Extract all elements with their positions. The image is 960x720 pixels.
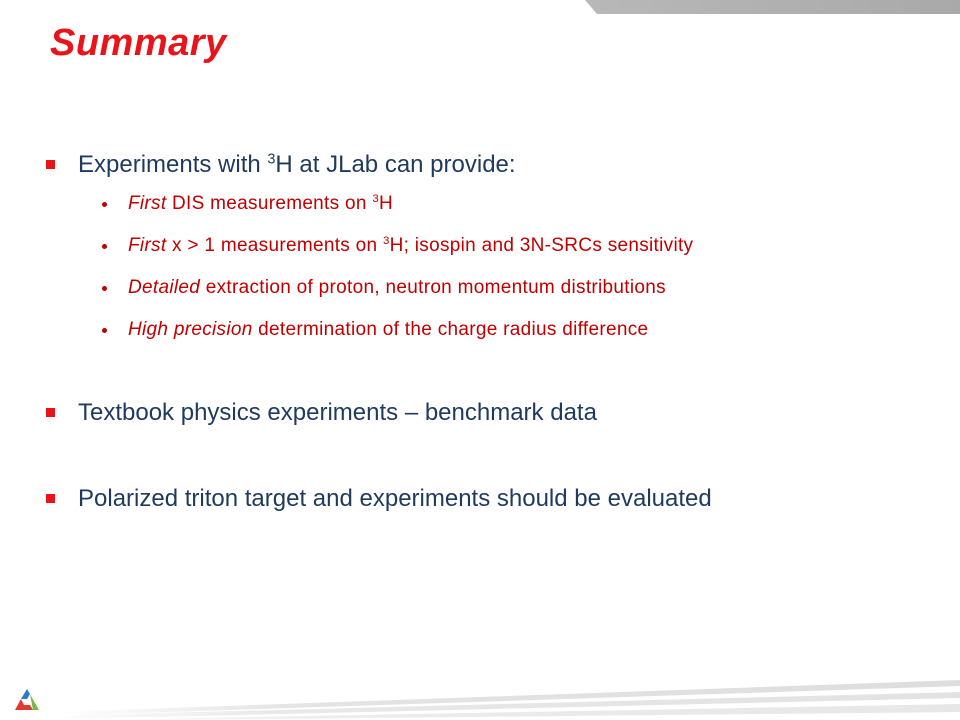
square-bullet-icon <box>46 160 55 169</box>
main-bullet-text: Experiments with $^3$H at JLab can provide: <box>78 151 516 178</box>
dot-bullet-icon <box>102 328 107 333</box>
bottom-decorative-lines <box>48 672 960 720</box>
square-bullet-icon <box>46 408 55 417</box>
top-decorative-bar <box>585 0 960 14</box>
main-bullet-text: Textbook physics experiments – benchmark data <box>78 399 597 426</box>
main-bullet-1 <box>44 150 924 180</box>
slide-content <box>44 150 924 514</box>
main-bullet-2 <box>44 398 924 428</box>
sub-bullet-1: First DIS measurements on $^3$H <box>44 192 924 234</box>
main-bullet-3 <box>44 484 924 514</box>
dot-bullet-icon <box>102 286 107 291</box>
dot-bullet-icon <box>102 244 107 249</box>
main-bullet-text: Polarized triton target and experiments should be evaluated <box>78 485 712 512</box>
square-bullet-icon <box>46 494 55 503</box>
dot-bullet-icon <box>102 202 107 207</box>
slide-title: Summary <box>50 22 227 64</box>
sub-bullet-2: First x > 1 measurements on $^3$H; isospin and 3N-SRCs sensitivity <box>44 234 924 276</box>
argonne-logo-icon <box>14 688 40 712</box>
sub-bullet-3: Detailed extraction of proton, neutron momentum distributions <box>44 276 924 318</box>
sub-bullet-4: High precision determination of the charge radius difference <box>44 318 924 360</box>
sub-bullet-list <box>44 192 924 360</box>
